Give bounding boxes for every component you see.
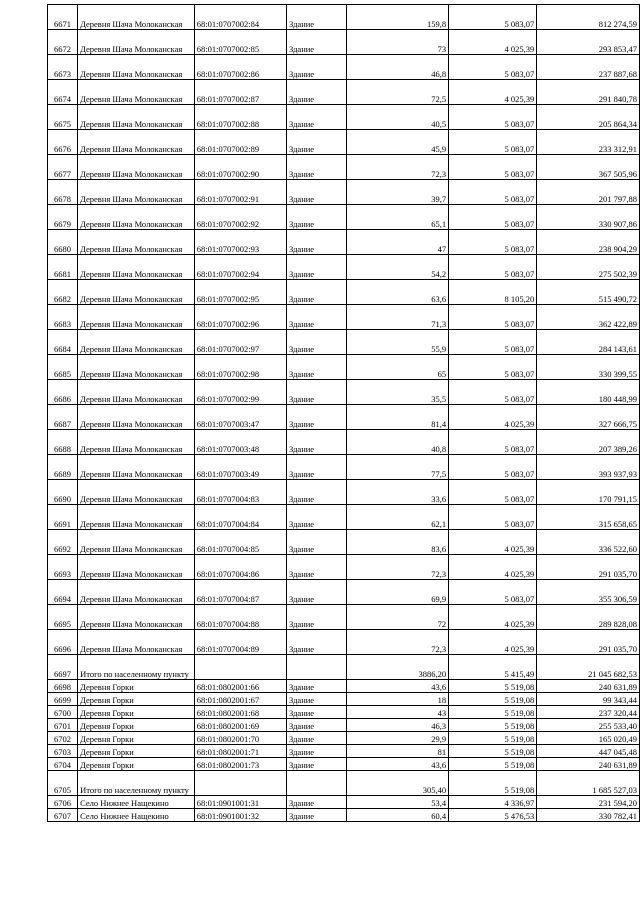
row-number-cell: 6696 <box>48 630 78 655</box>
settlement-name-cell: Деревня Горки <box>78 680 195 693</box>
table-row <box>48 580 640 605</box>
cadastral-value-cell: 205 864,34 <box>537 105 640 130</box>
row-number-cell: 6690 <box>48 480 78 505</box>
settlement-name-cell: Деревня Горки <box>78 732 195 745</box>
cadastral-value-cell: 237 320,44 <box>537 706 640 719</box>
settlement-name-cell: Деревня Шача Молоканская <box>78 305 195 330</box>
table-body <box>48 5 640 822</box>
unit-rate-cell: 5 519,08 <box>449 732 537 745</box>
cadastral-number-cell: 68:01:0707002:89 <box>194 130 286 155</box>
row-number-cell: 6691 <box>48 505 78 530</box>
object-type-cell: Здание <box>287 355 347 380</box>
row-number-cell: 6679 <box>48 205 78 230</box>
cadastral-value-cell: 327 666,75 <box>537 405 640 430</box>
cadastral-value-cell: 275 502,39 <box>537 255 640 280</box>
table-row <box>48 155 640 180</box>
area-value-cell: 69,9 <box>346 580 448 605</box>
settlement-name-cell: Итого по населенному пункту <box>78 771 195 796</box>
settlement-name-cell: Деревня Шача Молоканская <box>78 630 195 655</box>
unit-rate-cell: 5 083,07 <box>449 505 537 530</box>
area-value-cell: 54,2 <box>346 255 448 280</box>
area-value-cell: 18 <box>346 693 448 706</box>
cadastral-value-cell: 255 533,40 <box>537 719 640 732</box>
cadastral-number-cell: 68:01:0802001:73 <box>194 758 286 771</box>
table-row <box>48 758 640 771</box>
unit-rate-cell: 5 083,07 <box>449 5 537 30</box>
settlement-name-cell: Деревня Шача Молоканская <box>78 455 195 480</box>
unit-rate-cell: 5 083,07 <box>449 105 537 130</box>
unit-rate-cell: 4 025,39 <box>449 405 537 430</box>
unit-rate-cell: 5 519,08 <box>449 693 537 706</box>
cadastral-number-cell: 68:01:0707004:84 <box>194 505 286 530</box>
settlement-name-cell: Деревня Шача Молоканская <box>78 405 195 430</box>
object-type-cell: Здание <box>287 455 347 480</box>
cadastral-number-cell: 68:01:0901001:32 <box>194 809 286 822</box>
settlement-name-cell: Деревня Горки <box>78 758 195 771</box>
cadastral-value-cell: 231 594,20 <box>537 796 640 809</box>
area-value-cell: 45,9 <box>346 130 448 155</box>
cadastral-number-cell: 68:01:0707003:48 <box>194 430 286 455</box>
unit-rate-cell: 5 083,07 <box>449 380 537 405</box>
settlement-name-cell: Деревня Шача Молоканская <box>78 280 195 305</box>
row-number-cell: 6687 <box>48 405 78 430</box>
cadastral-value-cell: 21 045 682,53 <box>537 655 640 680</box>
cadastral-number-cell: 68:01:0707002:99 <box>194 380 286 405</box>
cadastral-value-cell: 447 045,48 <box>537 745 640 758</box>
object-type-cell: Здание <box>287 130 347 155</box>
area-value-cell: 72 <box>346 605 448 630</box>
area-value-cell: 77,5 <box>346 455 448 480</box>
cadastral-number-cell: 68:01:0707002:86 <box>194 55 286 80</box>
cadastral-number-cell: 68:01:0707004:85 <box>194 530 286 555</box>
settlement-name-cell: Деревня Шача Молоканская <box>78 130 195 155</box>
unit-rate-cell: 5 519,08 <box>449 706 537 719</box>
area-value-cell: 3886,20 <box>346 655 448 680</box>
cadastral-number-cell: 68:01:0707002:90 <box>194 155 286 180</box>
cadastral-number-cell: 68:01:0707002:97 <box>194 330 286 355</box>
table-row <box>48 355 640 380</box>
unit-rate-cell: 5 519,08 <box>449 680 537 693</box>
area-value-cell: 47 <box>346 230 448 255</box>
area-value-cell: 72,5 <box>346 80 448 105</box>
row-number-cell: 6677 <box>48 155 78 180</box>
object-type-cell: Здание <box>287 680 347 693</box>
table-row <box>48 30 640 55</box>
row-number-cell: 6695 <box>48 605 78 630</box>
cadastral-value-cell: 812 274,59 <box>537 5 640 30</box>
area-value-cell: 65 <box>346 355 448 380</box>
object-type-cell <box>287 771 347 796</box>
unit-rate-cell: 5 083,07 <box>449 330 537 355</box>
unit-rate-cell: 8 105,20 <box>449 280 537 305</box>
cadastral-number-cell: 68:01:0707002:95 <box>194 280 286 305</box>
settlement-name-cell: Село Нижнее Нащекино <box>78 796 195 809</box>
area-value-cell: 159,8 <box>346 5 448 30</box>
unit-rate-cell: 5 476,53 <box>449 809 537 822</box>
settlement-name-cell: Село Нижнее Нащекино <box>78 809 195 822</box>
row-number-cell: 6674 <box>48 80 78 105</box>
unit-rate-cell: 5 083,07 <box>449 180 537 205</box>
row-number-cell: 6706 <box>48 796 78 809</box>
object-type-cell: Здание <box>287 5 347 30</box>
settlement-name-cell: Деревня Шача Молоканская <box>78 155 195 180</box>
object-type-cell: Здание <box>287 30 347 55</box>
cadastral-number-cell: 68:01:0707004:88 <box>194 605 286 630</box>
unit-rate-cell: 5 083,07 <box>449 255 537 280</box>
object-type-cell: Здание <box>287 405 347 430</box>
area-value-cell: 35,5 <box>346 380 448 405</box>
cadastral-number-cell: 68:01:0707002:98 <box>194 355 286 380</box>
cadastral-value-cell: 362 422,89 <box>537 305 640 330</box>
table-row <box>48 105 640 130</box>
unit-rate-cell: 4 025,39 <box>449 630 537 655</box>
cadastral-number-cell: 68:01:0802001:70 <box>194 732 286 745</box>
unit-rate-cell: 5 083,07 <box>449 130 537 155</box>
row-number-cell: 6697 <box>48 655 78 680</box>
cadastral-value-cell: 1 685 527,03 <box>537 771 640 796</box>
object-type-cell: Здание <box>287 430 347 455</box>
unit-rate-cell: 5 083,07 <box>449 480 537 505</box>
cadastral-value-cell: 201 797,88 <box>537 180 640 205</box>
area-value-cell: 62,1 <box>346 505 448 530</box>
cadastral-number-cell: 68:01:0707004:87 <box>194 580 286 605</box>
cadastral-number-cell: 68:01:0707002:92 <box>194 205 286 230</box>
cadastral-number-cell: 68:01:0802001:66 <box>194 680 286 693</box>
cadastral-number-cell <box>194 655 286 680</box>
area-value-cell: 33,6 <box>346 480 448 505</box>
table-row <box>48 205 640 230</box>
row-number-cell: 6705 <box>48 771 78 796</box>
area-value-cell: 73 <box>346 30 448 55</box>
table-row <box>48 771 640 796</box>
area-value-cell: 53,4 <box>346 796 448 809</box>
settlement-name-cell: Деревня Шача Молоканская <box>78 230 195 255</box>
cadastral-value-cell: 99 343,44 <box>537 693 640 706</box>
settlement-name-cell: Деревня Шача Молоканская <box>78 380 195 405</box>
row-number-cell: 6684 <box>48 330 78 355</box>
object-type-cell: Здание <box>287 55 347 80</box>
object-type-cell: Здание <box>287 280 347 305</box>
unit-rate-cell: 5 519,08 <box>449 771 537 796</box>
cadastral-value-cell: 293 853,47 <box>537 30 640 55</box>
settlement-name-cell: Деревня Шача Молоканская <box>78 580 195 605</box>
settlement-name-cell: Деревня Шача Молоканская <box>78 430 195 455</box>
object-type-cell: Здание <box>287 480 347 505</box>
area-value-cell: 65,1 <box>346 205 448 230</box>
unit-rate-cell: 5 083,07 <box>449 55 537 80</box>
unit-rate-cell: 4 025,39 <box>449 530 537 555</box>
object-type-cell: Здание <box>287 305 347 330</box>
cadastral-number-cell: 68:01:0707002:87 <box>194 80 286 105</box>
settlement-name-cell: Деревня Шача Молоканская <box>78 80 195 105</box>
unit-rate-cell: 5 083,07 <box>449 205 537 230</box>
row-number-cell: 6689 <box>48 455 78 480</box>
row-number-cell: 6675 <box>48 105 78 130</box>
area-value-cell: 46,8 <box>346 55 448 80</box>
area-value-cell: 43,6 <box>346 758 448 771</box>
row-number-cell: 6682 <box>48 280 78 305</box>
table-row <box>48 5 640 30</box>
object-type-cell: Здание <box>287 605 347 630</box>
cadastral-value-cell: 515 490,72 <box>537 280 640 305</box>
cadastral-number-cell: 68:01:0707002:85 <box>194 30 286 55</box>
unit-rate-cell: 5 083,07 <box>449 355 537 380</box>
cadastral-value-cell: 330 782,41 <box>537 809 640 822</box>
row-number-cell: 6704 <box>48 758 78 771</box>
settlement-name-cell: Деревня Шача Молоканская <box>78 180 195 205</box>
cadastral-number-cell: 68:01:0707002:96 <box>194 305 286 330</box>
area-value-cell: 81,4 <box>346 405 448 430</box>
object-type-cell: Здание <box>287 380 347 405</box>
cadastral-value-cell: 289 828,08 <box>537 605 640 630</box>
settlement-name-cell: Деревня Шача Молоканская <box>78 30 195 55</box>
table-row <box>48 255 640 280</box>
table-row <box>48 655 640 680</box>
object-type-cell: Здание <box>287 505 347 530</box>
object-type-cell: Здание <box>287 180 347 205</box>
settlement-name-cell: Деревня Шача Молоканская <box>78 5 195 30</box>
row-number-cell: 6685 <box>48 355 78 380</box>
unit-rate-cell: 5 519,08 <box>449 745 537 758</box>
unit-rate-cell: 5 083,07 <box>449 230 537 255</box>
cadastral-value-cell: 291 035,70 <box>537 630 640 655</box>
table-row <box>48 405 640 430</box>
object-type-cell: Здание <box>287 796 347 809</box>
cadastral-value-cell: 291 035,70 <box>537 555 640 580</box>
cadastral-number-cell: 68:01:0802001:69 <box>194 719 286 732</box>
cadastral-value-cell: 367 505,96 <box>537 155 640 180</box>
cadastral-value-cell: 330 399,55 <box>537 355 640 380</box>
area-value-cell: 305,40 <box>346 771 448 796</box>
table-row <box>48 605 640 630</box>
object-type-cell: Здание <box>287 719 347 732</box>
row-number-cell: 6673 <box>48 55 78 80</box>
cadastral-number-cell: 68:01:0707002:93 <box>194 230 286 255</box>
settlement-name-cell: Деревня Шача Молоканская <box>78 555 195 580</box>
unit-rate-cell: 4 025,39 <box>449 605 537 630</box>
settlement-name-cell: Деревня Шача Молоканская <box>78 605 195 630</box>
area-value-cell: 39,7 <box>346 180 448 205</box>
cadastral-value-cell: 237 887,68 <box>537 55 640 80</box>
cadastral-number-cell: 68:01:0707003:47 <box>194 405 286 430</box>
unit-rate-cell: 4 336,97 <box>449 796 537 809</box>
unit-rate-cell: 5 083,07 <box>449 430 537 455</box>
object-type-cell: Здание <box>287 630 347 655</box>
object-type-cell: Здание <box>287 555 347 580</box>
cadastral-value-cell: 336 522,60 <box>537 530 640 555</box>
cadastral-value-cell: 233 312,91 <box>537 130 640 155</box>
row-number-cell: 6688 <box>48 430 78 455</box>
cadastral-value-cell: 315 658,65 <box>537 505 640 530</box>
cadastral-number-cell: 68:01:0707004:89 <box>194 630 286 655</box>
settlement-name-cell: Деревня Шача Молоканская <box>78 55 195 80</box>
row-number-cell: 6683 <box>48 305 78 330</box>
cadastral-value-cell: 355 306,59 <box>537 580 640 605</box>
row-number-cell: 6699 <box>48 693 78 706</box>
area-value-cell: 40,8 <box>346 430 448 455</box>
cadastral-value-cell: 240 631,89 <box>537 758 640 771</box>
row-number-cell: 6693 <box>48 555 78 580</box>
row-number-cell: 6678 <box>48 180 78 205</box>
settlement-name-cell: Деревня Горки <box>78 693 195 706</box>
cadastral-value-cell: 330 907,86 <box>537 205 640 230</box>
cadastral-value-cell: 291 840,78 <box>537 80 640 105</box>
cadastral-number-cell: 68:01:0802001:71 <box>194 745 286 758</box>
row-number-cell: 6680 <box>48 230 78 255</box>
row-number-cell: 6671 <box>48 5 78 30</box>
object-type-cell: Здание <box>287 732 347 745</box>
row-number-cell: 6694 <box>48 580 78 605</box>
object-type-cell: Здание <box>287 758 347 771</box>
table-row <box>48 530 640 555</box>
table-row <box>48 630 640 655</box>
row-number-cell: 6692 <box>48 530 78 555</box>
object-type-cell: Здание <box>287 809 347 822</box>
cadastral-number-cell: 68:01:0707002:94 <box>194 255 286 280</box>
settlement-name-cell: Деревня Шача Молоканская <box>78 205 195 230</box>
object-type-cell: Здание <box>287 580 347 605</box>
table-row <box>48 330 640 355</box>
area-value-cell: 81 <box>346 745 448 758</box>
table-row <box>48 80 640 105</box>
object-type-cell: Здание <box>287 230 347 255</box>
area-value-cell: 72,3 <box>346 630 448 655</box>
table-row <box>48 505 640 530</box>
cadastral-value-cell: 393 937,93 <box>537 455 640 480</box>
cadastral-value-cell: 165 020,49 <box>537 732 640 745</box>
settlement-name-cell: Деревня Шача Молоканская <box>78 530 195 555</box>
table-row <box>48 680 640 693</box>
unit-rate-cell: 5 083,07 <box>449 155 537 180</box>
area-value-cell: 55,9 <box>346 330 448 355</box>
table-row <box>48 555 640 580</box>
object-type-cell <box>287 655 347 680</box>
unit-rate-cell: 5 519,08 <box>449 719 537 732</box>
cadastral-value-cell: 238 904,29 <box>537 230 640 255</box>
row-number-cell: 6701 <box>48 719 78 732</box>
settlement-name-cell: Деревня Горки <box>78 745 195 758</box>
settlement-name-cell: Деревня Шача Молоканская <box>78 480 195 505</box>
table-row <box>48 230 640 255</box>
area-value-cell: 71,3 <box>346 305 448 330</box>
cadastral-value-cell: 180 448,99 <box>537 380 640 405</box>
table-row <box>48 480 640 505</box>
unit-rate-cell: 5 083,07 <box>449 305 537 330</box>
object-type-cell: Здание <box>287 330 347 355</box>
object-type-cell: Здание <box>287 706 347 719</box>
settlement-name-cell: Деревня Горки <box>78 719 195 732</box>
area-value-cell: 83,6 <box>346 530 448 555</box>
row-number-cell: 6686 <box>48 380 78 405</box>
cadastral-value-cell: 170 791,15 <box>537 480 640 505</box>
object-type-cell: Здание <box>287 105 347 130</box>
table-row <box>48 796 640 809</box>
area-value-cell: 60,4 <box>346 809 448 822</box>
cadastral-number-cell: 68:01:0707003:49 <box>194 455 286 480</box>
object-type-cell: Здание <box>287 255 347 280</box>
table-row <box>48 380 640 405</box>
property-valuation-table <box>47 4 640 822</box>
unit-rate-cell: 4 025,39 <box>449 555 537 580</box>
row-number-cell: 6707 <box>48 809 78 822</box>
settlement-name-cell: Итого по населенному пункту <box>78 655 195 680</box>
table-row <box>48 305 640 330</box>
cadastral-number-cell: 68:01:0802001:68 <box>194 706 286 719</box>
object-type-cell: Здание <box>287 205 347 230</box>
cadastral-number-cell: 68:01:0707004:86 <box>194 555 286 580</box>
unit-rate-cell: 4 025,39 <box>449 80 537 105</box>
table-row <box>48 719 640 732</box>
cadastral-value-cell: 240 631,89 <box>537 680 640 693</box>
row-number-cell: 6698 <box>48 680 78 693</box>
area-value-cell: 72,3 <box>346 555 448 580</box>
object-type-cell: Здание <box>287 745 347 758</box>
row-number-cell: 6700 <box>48 706 78 719</box>
cadastral-number-cell: 68:01:0901001:31 <box>194 796 286 809</box>
settlement-name-cell: Деревня Шача Молоканская <box>78 355 195 380</box>
table-row <box>48 693 640 706</box>
settlement-name-cell: Деревня Горки <box>78 706 195 719</box>
area-value-cell: 40,5 <box>346 105 448 130</box>
table-row <box>48 809 640 822</box>
table-row <box>48 745 640 758</box>
settlement-name-cell: Деревня Шача Молоканская <box>78 330 195 355</box>
table-row <box>48 455 640 480</box>
row-number-cell: 6681 <box>48 255 78 280</box>
table-row <box>48 706 640 719</box>
table-row <box>48 732 640 745</box>
cadastral-number-cell: 68:01:0707004:83 <box>194 480 286 505</box>
settlement-name-cell: Деревня Шача Молоканская <box>78 505 195 530</box>
unit-rate-cell: 5 415,49 <box>449 655 537 680</box>
table-row <box>48 130 640 155</box>
row-number-cell: 6703 <box>48 745 78 758</box>
table-row <box>48 55 640 80</box>
area-value-cell: 72,3 <box>346 155 448 180</box>
unit-rate-cell: 4 025,39 <box>449 30 537 55</box>
cadastral-number-cell: 68:01:0802001:67 <box>194 693 286 706</box>
area-value-cell: 43,6 <box>346 680 448 693</box>
cadastral-value-cell: 207 389,26 <box>537 430 640 455</box>
cadastral-number-cell: 68:01:0707002:91 <box>194 180 286 205</box>
unit-rate-cell: 5 083,07 <box>449 580 537 605</box>
table-row <box>48 180 640 205</box>
area-value-cell: 46,3 <box>346 719 448 732</box>
cadastral-number-cell: 68:01:0707002:88 <box>194 105 286 130</box>
cadastral-value-cell: 284 143,61 <box>537 330 640 355</box>
object-type-cell: Здание <box>287 80 347 105</box>
cadastral-number-cell: 68:01:0707002:84 <box>194 5 286 30</box>
object-type-cell: Здание <box>287 530 347 555</box>
object-type-cell: Здание <box>287 693 347 706</box>
unit-rate-cell: 5 519,08 <box>449 758 537 771</box>
area-value-cell: 63,6 <box>346 280 448 305</box>
settlement-name-cell: Деревня Шача Молоканская <box>78 105 195 130</box>
object-type-cell: Здание <box>287 155 347 180</box>
cadastral-number-cell <box>194 771 286 796</box>
area-value-cell: 43 <box>346 706 448 719</box>
row-number-cell: 6676 <box>48 130 78 155</box>
settlement-name-cell: Деревня Шача Молоканская <box>78 255 195 280</box>
row-number-cell: 6702 <box>48 732 78 745</box>
unit-rate-cell: 5 083,07 <box>449 455 537 480</box>
area-value-cell: 29,9 <box>346 732 448 745</box>
row-number-cell: 6672 <box>48 30 78 55</box>
table-row <box>48 280 640 305</box>
table-row <box>48 430 640 455</box>
